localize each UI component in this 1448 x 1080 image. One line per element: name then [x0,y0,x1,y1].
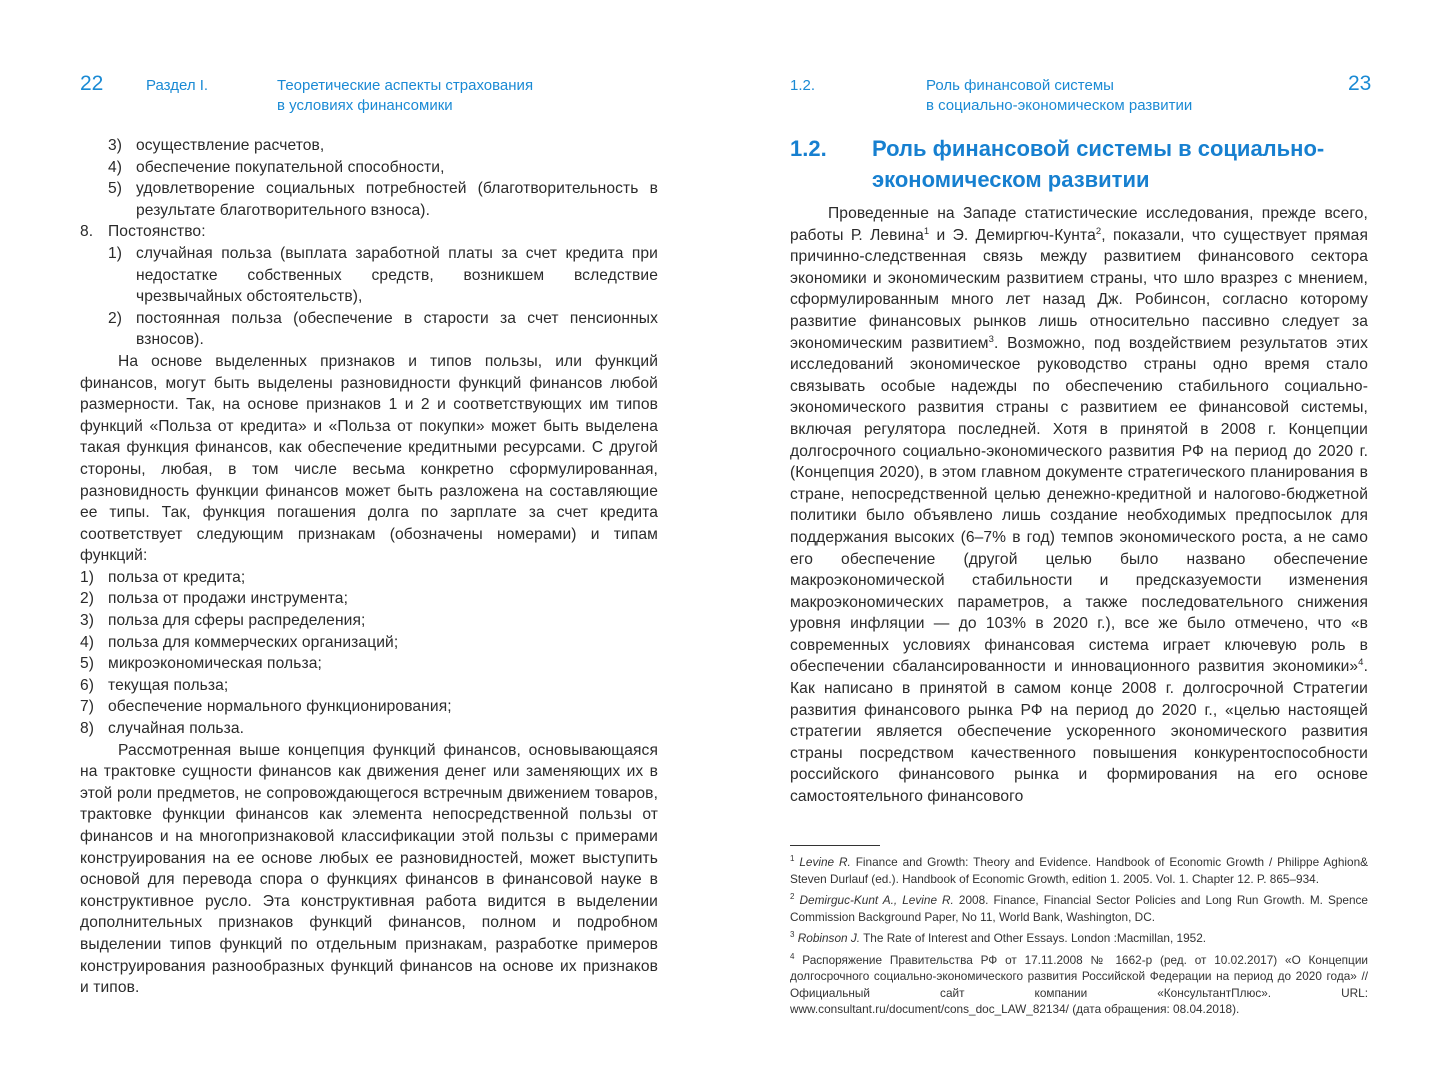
footnote-ref[interactable]: 2 [1095,225,1102,237]
list-text: польза для сферы распределения; [108,612,366,630]
list-item [80,157,658,179]
list-item [80,632,658,654]
list-item [80,135,658,157]
running-head-section: 1.2. [790,77,816,94]
footnote-author: Demirguc-Kunt A., Levine R. [799,893,954,907]
list-text: осуществление расчетов, [136,137,325,154]
list-text: микроэкономическая польза; [108,655,322,673]
list-item [80,567,658,589]
list-item [80,308,658,351]
list-text: случайная польза. [108,720,245,738]
list-number: 3) [108,137,123,154]
running-head-title-line2: в социально-экономическом развитии [926,97,1193,114]
list-item [80,588,658,610]
footnote-number: 1 [790,854,795,864]
footnote [790,930,1368,947]
page-number: 22 [80,72,104,95]
list-number: 2) [108,309,123,327]
list-number: 8. [80,223,94,241]
footnote-ref[interactable]: 1 [923,225,930,237]
text-run: и Э. Демиргюч-Кунта [929,226,1096,244]
section-title: Роль финансовой системы в социально-экономическом развитии [872,136,1325,192]
list-text: случайная польза (выплата заработной платы за счет кредита при недостатке собственных средств, возникшем вследствие чрезвычайных обстоятельств), [136,244,658,306]
footnote-number: 3 [790,930,795,940]
footnotes [790,854,1368,1023]
footnote-ref[interactable]: 3 [988,333,995,345]
paragraph [790,203,1368,808]
running-head-title-line1: Роль финансовой системы [926,77,1114,94]
list-text: обеспечение нормального функционирования; [108,698,452,716]
paragraph: На основе выделенных признаков и типов пользы, или функций финансов, могут быть выделены разновидности функций финансов любой размерности. Так, на основе признаков 1 и 2 и соответствующих им типов функций «Польза от кредита» и «Польза от покупки» может быть выделена такая функция финансов, как обеспечение кредитными ресурсами. С другой стороны, любая, в том числе весьма конкретно сформулированная, разновидность функции финансов может быть разложена на составляющие ее типы. Так, функция погашения долга по зарплате за счет кредита соответствует следующим признакам (обозначены номерами) и типам функций: [80,352,658,565]
list-text: Постоянство: [108,223,206,241]
list-number: 4) [80,633,95,651]
text-run: , показали, что существует прямая причинно-следственная связь между развитием финансового сектора экономики и экономическим развитием страны, что шло вразрез с мнением, сформулированным много лет назад Дж. Робинсон, согласно которому развитие финансовых рынков лишь относительно пассивно следует за экономическим развитием [790,226,1369,352]
list-number: 2) [80,590,95,608]
running-head-title [926,76,1192,116]
footnote-author: Levine R. [799,855,851,869]
footnote-number: 2 [790,892,795,902]
list-number: 1) [80,568,95,586]
list-item [80,243,658,308]
footnote-number: 4 [790,951,795,961]
list-number: 5) [108,180,123,198]
list-number: 6) [80,676,95,694]
list-text: польза от продажи инструмента; [108,590,349,608]
list-item [80,653,658,675]
list-number: 8) [80,720,95,738]
body-text [80,135,658,999]
list-text: обеспечение покупательной способности, [136,158,445,176]
running-head-title-line1: Теоретические аспекты страхования [277,77,534,94]
text-run: . Как написано в принятой в самом конце 2008 г. долгосрочной Стратегии развития финансового рынка РФ на период до 2020 г., «целью настоящей стратегии является обеспечение ускоренного экономического развития страны посредством качественного повышения конкурентоспособности российского финансового рынка и формирования на его основе самостоятельного финансового [790,658,1368,806]
list-text: удовлетворение социальных потребностей (благотворительность в результате благотворительного взноса). [136,180,658,219]
list-text: текущая польза; [108,676,229,694]
footnote [790,952,1368,1018]
footnote-divider [790,845,880,846]
list-text: польза от кредита; [108,568,246,586]
running-head-section: Раздел I. [146,77,209,94]
list-text: польза для коммерческих организаций; [108,633,399,651]
paragraph: Рассмотренная выше концепция функций финансов, основывающаяся на трактовке сущности финансов как движения денег или заменяющих их в этой роли предметов, не сопровождающегося встречным движением товаров, трактовке функции финансов как элемента непосредственной пользы от финансов и на многопризнаковой классификации этой пользы с примерами конструирования на ее основе любых ее разновидностей, может выступить основой для перевода спора о функциях финансов в финансовой науке в конструктивное русло. Эта конструктивная работа видится в выделении дополнительных признаков функций финансов, полном и подробном выделении типов функций по отдельным признакам, разработке примеров конструирования разнообразных функций финансов на основе их признаков и типов. [80,741,658,997]
footnote-text: The Rate of Interest and Other Essays. London :Macmillan, 1952. [860,931,1207,945]
list-item [80,675,658,697]
running-head-title-line2: в условиях финансомики [277,97,453,114]
running-head-title [277,76,533,116]
text-run: Проведенные на Западе статистические исследования, прежде всего, работы Р. Левина [790,205,1368,244]
list-number: 3) [80,612,95,630]
footnote-ref[interactable]: 4 [1358,657,1364,669]
list-item [80,696,658,718]
list-item [80,718,658,740]
footnote-text: Finance and Growth: Theory and Evidence. Handbook of Economic Growth / Philippe Aghion& Steven Durlauf (ed.). Handbook of Economic Growth, edition 1. 2005. Vol. 1. Chapter 12. P. 865–934. [790,855,1368,886]
section-heading [790,133,1370,195]
footnote [790,892,1368,925]
body-text [790,203,1368,808]
list-item [80,610,658,632]
footnote [790,854,1368,887]
page-number: 23 [1348,72,1372,95]
list-item [80,221,658,243]
text-run: . Возможно, под воздействием результатов этих исследований экономическое руководство страны одно время стало связывать особые надежды по обеспечению стабильного социально-экономического развития страны с развитием ее финансовой системы, включая регулятора последней. Хотя в принятой в 2008 г. Концепции долгосрочного социально-экономического развития РФ на период до 2020 г. (Концепция 2020), в этом главном документе стратегического планирования в стране, непосредственной целью денежно-кредитной и налогово-бюджетной политики было объявлено лишь создание необходимых предпосылок для поддержания высоких (6–7% в год) темпов экономического роста, а не само его обеспечение (другой целью было названо обеспечение макроэкономической стабильности и предсказуемости изменения макроэкономических параметров, а также последовательного снижения уровня инфляции — до 103% в 2020 г.), все же было отмечено, что «в современных условиях финансовая система играет ключевую роль в обеспечении сбалансированности и инновационного развития экономики» [790,334,1368,676]
list-text: постоянная польза (обеспечение в старости за счет пенсионных взносов). [136,309,658,349]
footnote-author: Robinson J. [797,931,861,945]
list-number: 5) [80,655,95,673]
list-number: 7) [80,698,95,716]
list-number: 4) [108,158,123,176]
footnote-text: Распоряжение Правительства РФ от 17.11.2008 № 1662-р (ред. от 10.02.2017) «О Концепции долгосрочного социально-экономического развития Российской Федерации на период до 2020 года» // Официальный сайт компании «КонсультантПлюс». URL: www.consultant.ru/document/cons_doc_LAW_82134/ (дата обращения: 08.04.2018). [790,952,1368,1016]
section-number: 1.2. [790,136,827,161]
list-number: 1) [108,244,123,262]
footnote-text: 2008. Finance, Financial Sector Policies and Long Run Growth. M. Spence Commission Background Paper, No 11, World Bank, Washington, DC. [790,893,1368,924]
right-page [724,0,1448,1080]
list-item [80,178,658,221]
